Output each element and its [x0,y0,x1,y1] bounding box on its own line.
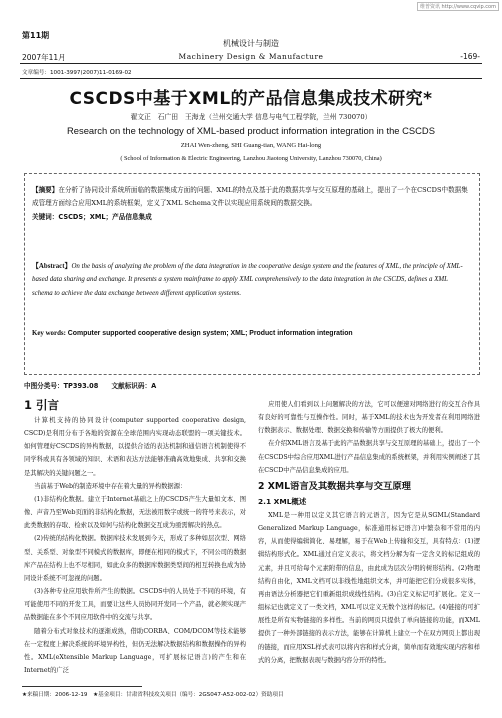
paragraph: 当前基于Web的制造环境中存在着大量的异构数据源： [34,482,187,490]
paragraph: 计算机支持的协同设计(computer supported cooperative design, CSCD)是利用分布于各地的资源在全球范围内实现动态联盟的一项关键技术。如何管理好CSCDS的异构数据，以提供合适的表达机制和通信语言机制使得不同学科或具有各领域的知识、术语和表达方法能够准确高效地集成、共享和交换是其解决的关键问题之一。 [24,417,246,477]
title-cn: CSCDS中基于XML的产品信息集成技术研究* [69,89,433,109]
affiliation-en: ( School of Information & Electric Engineering, Lanzhou Jiaotong University, Lanzhou 730070, China) [120,155,382,162]
header-rule [20,63,482,64]
article-number: 文章编号：1001-3997(2007)11-0169-02 [22,70,132,76]
issue-number: 第11期 [22,31,50,40]
paragraph: 应用使人们看到以上问题解决的方法，它可以便速对网络进行的交互合作具有良好的可靠性与互操作性。同时，基于XML的技术也为开发者在利用网络进行数据表示、数据处理、数据交换和传输等方面提供了极大的便利。 [258,401,480,435]
keywords-en: Computer supported cooperative design system; XML; Product information integration [67,330,353,337]
keywords-cn: CSCDS；XML；产品信息集成 [58,212,152,221]
issue-date: 2007年11月 [22,53,66,62]
section-2-heading: 2 XML语言及其数据共享与交互原理 [258,480,411,492]
paragraph: (2)传统的结构化数据。数据库技术发展到今天，形成了多种如层次型、网络型、关系型、对象型不同模式的数据库，即便在相同的模式下，不同公司的数据库产品在结构上也不尽相同，如此众多的数据库数据类型间的相互转换也成为协同设计系统不可忽视的问题。 [24,535,246,582]
footnote: ★来稿日期：2006-12-19 ★基金项目：甘肃省科技攻关项目（编号：2GS047-A52-002-02）资助项目 [22,692,284,698]
abstract-cn-text: 在分析了协同设计系统所面临的数据集成方面的问题、XML的特点及基于此的数据共享与交互原理的基础上，提出了一个在CSCDS中数据集成管理方面综合应用XML的系统框架，定义了XML Schema文件以实现应用系统间的数据交换。 [32,186,468,208]
abstract-en-text: On the basis of analyzing the problem of the data integration in the cooperative design system and the features of XML, the principle of XML-based data sharing and exchange. It presents a system mainframe to apply XML comprehensively to the data integration in the CSCDS, defines a XML schema to achieve the data exchange between different application systems. [32,263,463,297]
section-2-1-heading: 2.1 XML概述 [258,496,307,506]
article-rule [20,78,482,79]
section-1-heading: 1 引言 [24,398,60,412]
abstract-cn [32,184,470,224]
paragraph: 随着分布式对象技术的逐渐成熟，借助CORBA、COM/DCOM等技术能够在一定程度上解决系统的环境异构性，但仍无法解决数据结构和数据操作的异构性。XML(eXtensible Markup Language，可扩展标记语言)的产生和在Internet的广泛 [24,627,246,674]
keywords-cn-label: 关键词： [32,212,59,221]
left-column [24,398,246,677]
watermark: 维普资讯 http://www.cqvip.com [417,2,499,11]
keywords-en-label: Key words: [32,330,66,337]
keywords-en-block [32,327,470,340]
right-column [258,398,480,667]
title-en: Research on the technology of XML-based product information integration in the CSCDS [67,125,435,136]
authors-cn: 翟文正 石广田 王海龙（兰州交通大学 信息与电气工程学院，兰州 730070） [130,113,372,121]
paragraph: 在介绍XML语言及基于此的产品数据共享与交互原理的基础上，提出了一个在CSCDS中综合应用XML进行产品信息集成的系统框架，并利用实例阐述了其在CSCD中产品信息集成的应用。 [258,440,480,474]
paragraph: XML是一种用以定义其它语言的元语言，因为它是从SGML(Standard Generalized Markup Language，标准通用标记语言)中繁杂和不常用的内容，从而使得编辑简化、易理解，易于在Web上传输和交互，具有特点：(1)逻辑结构形式化。XML通过自定义表示，将文档分解为有一定含义的标记组成的元素，并且可给每个元素附带的信息，由此成为层次分明的树形结构。(2)物理结构自由化，XML文档可以非线性地组织文本，并可能把它们分成很多实体，再由语法分析器把它们重新组织成线性结构。(3)自定义标记可扩展化。定义一组标记也就定义了一类文档，XML可以定义无数个这样的标记。(4)链接的可扩展性是所有实物链接的多样性。当前的网页只提供了单向链接的功能，而XML提供了一种外部链接的表示方法，能够在计算机上建立一个在双方网页上都出现的链接，而应用XSL样式表可以将内容和样式分离，简单而有效地实现内容和样式的分离，把数据表现与数据内容分开的特性。 [258,511,480,664]
page-number: -169- [460,52,480,61]
footnote-rule [22,686,142,687]
journal-name-en: Machinery Design & Manufacture [178,52,324,61]
classification-line: 中图分类号：TP393.08 文献标识码：A [24,382,157,390]
paragraph: (3)各种专业应用软件所产生的数据。CSCDS中的人员处于不同的环境，有可能使用不同的开发工具，而要让这些人员协同开发同一个产品，就必须实现产品数据能在多个不同应用软件中的交流与共享。 [24,588,246,622]
paragraph: (1)非结构化数据。建立于Internet基础之上的CSCDS产生大量如文本、图像、声音乃至Web页面的非结构化数据，无法被用数字或统一的符号来表示，对此类数据的存取、检索以及如何与结构化数据交互成为亟需解决的热点。 [24,495,246,530]
abstract-en-label: 【Abstract】 [32,263,72,270]
journal-name-cn: 机械设计与制造 [223,39,279,48]
authors-en: ZHAI Wen-zheng, SHI Guang-tian, WANG Hai-long [180,142,322,149]
abstract-en [32,260,470,300]
abstract-cn-label: 【摘要】 [32,186,59,194]
